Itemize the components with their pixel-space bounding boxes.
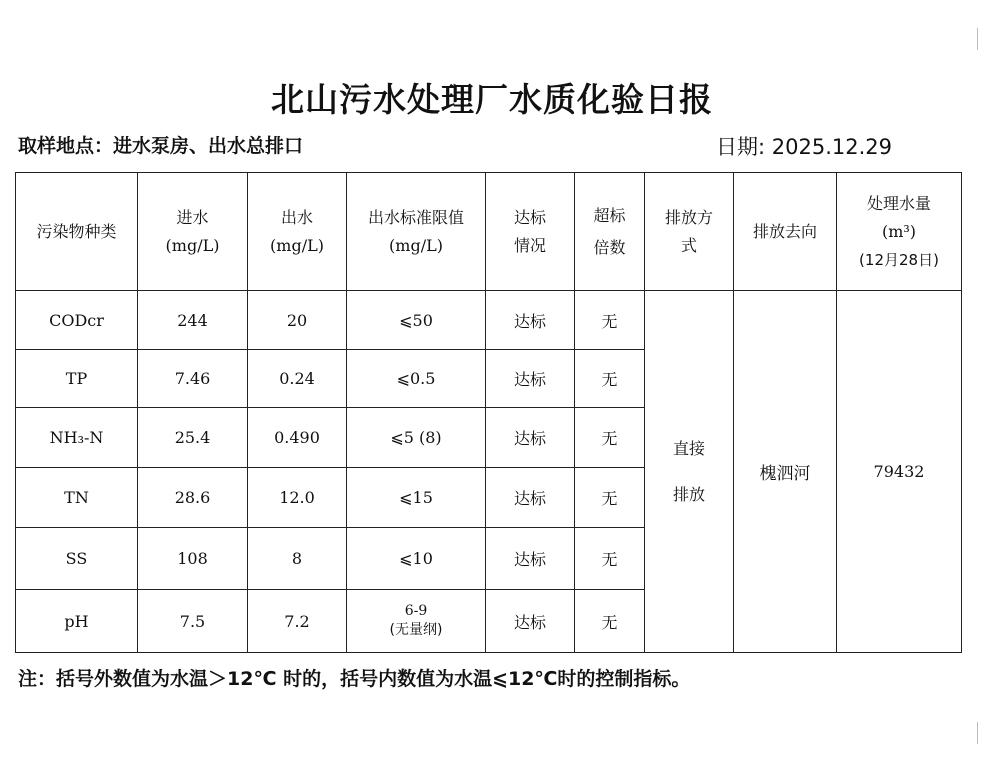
outflow-cell: 0.24 [248, 350, 347, 408]
header-inflow [138, 173, 248, 291]
table-header-row [16, 173, 962, 291]
compliance-cell: 达标 [486, 468, 575, 528]
pollutant-cell: SS [16, 528, 138, 590]
header-volume-label: 处理水量 [866, 193, 931, 213]
compliance-cell: 达标 [486, 528, 575, 590]
header-discharge-method: 排放方式 [645, 173, 734, 291]
page-corner-mark [977, 722, 984, 744]
sampling-location: 取样地点：进水泵房、出水总排口 [18, 135, 304, 157]
limit-cell: ⩽0.5 [347, 350, 486, 408]
inflow-cell: 244 [138, 291, 248, 350]
header-outflow [248, 173, 347, 291]
report-date: 日期: 2025.12.29 [716, 135, 892, 159]
outflow-cell: 0.490 [248, 408, 347, 468]
header-inflow-unit: (mg/L) [165, 235, 220, 255]
pollutant-cell: TN [16, 468, 138, 528]
report-title: 北山污水处理厂水质化验日报 [271, 80, 713, 119]
inflow-cell: 28.6 [138, 468, 248, 528]
discharge-direction-cell: 槐泗河 [734, 291, 837, 653]
inflow-cell: 25.4 [138, 408, 248, 468]
limit-cell: ⩽50 [347, 291, 486, 350]
footnote: 注：括号外数值为水温＞12℃ 时的，括号内数值为水温⩽12℃时的控制指标。 [18, 668, 691, 690]
discharge-method-cell [645, 291, 734, 653]
exceed-cell: 无 [575, 468, 645, 528]
header-volume-date: (12月28日) [859, 250, 939, 269]
outflow-cell: 20 [248, 291, 347, 350]
table-row [16, 291, 962, 350]
header-discharge-direction: 排放去向 [734, 173, 837, 291]
limit-cell [347, 590, 486, 653]
water-quality-table [15, 172, 962, 653]
outflow-cell: 12.0 [248, 468, 347, 528]
header-volume [837, 173, 962, 291]
limit-range: 6-9 [404, 603, 428, 619]
pollutant-cell: CODcr [16, 291, 138, 350]
outflow-cell: 8 [248, 528, 347, 590]
pollutant-cell: TP [16, 350, 138, 408]
header-outflow-unit: (mg/L) [270, 235, 324, 255]
limit-cell: ⩽15 [347, 468, 486, 528]
compliance-cell: 达标 [486, 590, 575, 653]
inflow-cell: 7.46 [138, 350, 248, 408]
header-outflow-label: 出水 [280, 207, 313, 227]
page-corner-mark [977, 28, 984, 50]
pollutant-cell: NH₃-N [16, 408, 138, 468]
outflow-cell: 7.2 [248, 590, 347, 653]
compliance-cell: 达标 [486, 408, 575, 468]
header-limit-label: 出水标准限值 [367, 207, 464, 227]
header-limit-unit: (mg/L) [389, 235, 443, 255]
header-volume-unit: (m³) [881, 221, 917, 241]
pollutant-cell: pH [16, 590, 138, 653]
exceed-cell: 无 [575, 408, 645, 468]
discharge-method-line2: 排放 [672, 484, 705, 504]
limit-note: (无量纲) [389, 622, 443, 638]
inflow-cell: 7.5 [138, 590, 248, 653]
exceed-cell: 无 [575, 590, 645, 653]
compliance-cell: 达标 [486, 291, 575, 350]
header-limit [347, 173, 486, 291]
compliance-cell: 达标 [486, 350, 575, 408]
discharge-method-line1: 直接 [672, 438, 705, 458]
header-inflow-label: 进水 [176, 207, 209, 227]
header-exceed: 超标倍数 [575, 173, 645, 291]
exceed-cell: 无 [575, 350, 645, 408]
exceed-cell: 无 [575, 291, 645, 350]
header-compliance: 达标情况 [486, 173, 575, 291]
limit-cell: ⩽10 [347, 528, 486, 590]
inflow-cell: 108 [138, 528, 248, 590]
limit-cell: ⩽5 (8) [347, 408, 486, 468]
exceed-cell: 无 [575, 528, 645, 590]
volume-value-cell: 79432 [837, 291, 962, 653]
header-pollutant: 污染物种类 [16, 173, 138, 291]
